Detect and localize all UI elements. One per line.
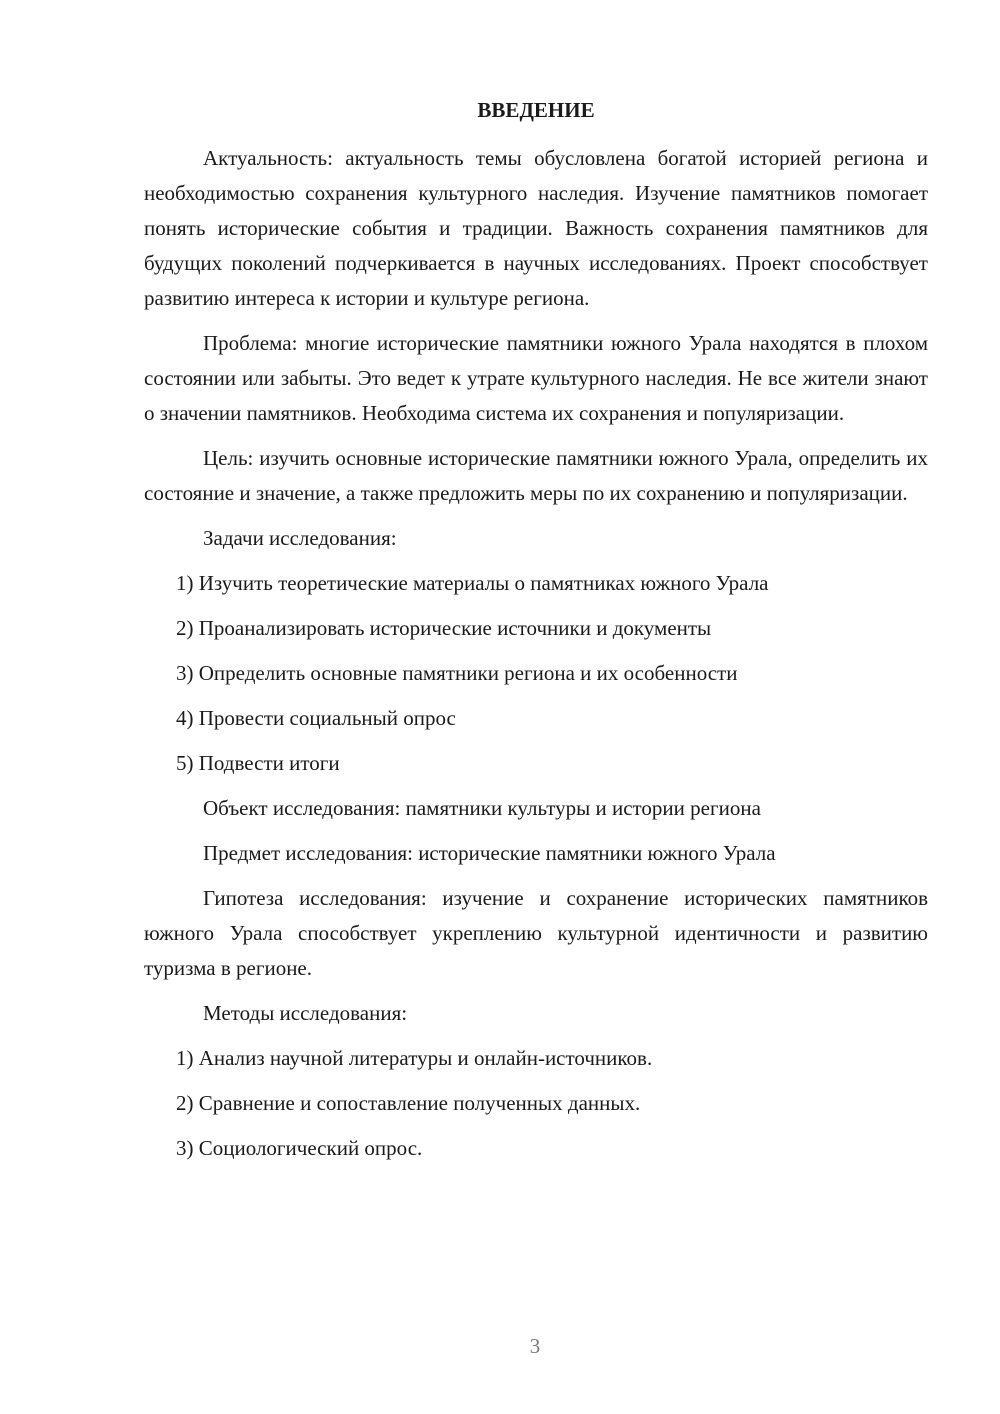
tasks-list bbox=[144, 566, 928, 781]
list-item: 3) Социологический опрос. bbox=[176, 1136, 423, 1160]
methods-heading: Методы исследования: bbox=[203, 1001, 408, 1025]
actuality-paragraph: Актуальность: актуальность темы обусловлена богатой историей региона и необходимостью сохранения культурного наследия. Изучение памятников помогает понять исторические события и традиции. Важность сохранения памятников для будущих поколений подчеркивается в научных исследованиях. Проект способствует развитию интереса к истории и культуре региона. bbox=[144, 146, 928, 310]
document-page bbox=[144, 95, 928, 1176]
page-title: ВВЕДЕНИЕ bbox=[477, 98, 595, 122]
list-item: 1) Анализ научной литературы и онлайн-источников. bbox=[176, 1046, 653, 1070]
goal-paragraph: Цель: изучить основные исторические памятники южного Урала, определить их состояние и значение, а также предложить меры по их сохранению и популяризации. bbox=[144, 446, 928, 505]
methods-list bbox=[144, 1041, 928, 1166]
subject-line: Предмет исследования: исторические памятники южного Урала bbox=[203, 841, 776, 865]
list-item: 4) Провести социальный опрос bbox=[176, 706, 456, 730]
list-item: 1) Изучить теоретические материалы о памятниках южного Урала bbox=[176, 571, 769, 595]
list-item: 2) Сравнение и сопоставление полученных данных. bbox=[176, 1091, 641, 1115]
problem-paragraph: Проблема: многие исторические памятники южного Урала находятся в плохом состоянии или забыты. Это ведет к утрате культурного наследия. Не все жители знают о значении памятников. Необходима система их сохранения и популяризации. bbox=[144, 331, 928, 425]
list-item: 5) Подвести итоги bbox=[176, 751, 340, 775]
list-item: 3) Определить основные памятники региона и их особенности bbox=[176, 661, 738, 685]
page-number: 3 bbox=[529, 1334, 541, 1358]
tasks-heading: Задачи исследования: bbox=[203, 526, 397, 550]
list-item: 2) Проанализировать исторические источники и документы bbox=[176, 616, 712, 640]
object-line: Объект исследования: памятники культуры и истории региона bbox=[203, 796, 761, 820]
hypothesis-paragraph: Гипотеза исследования: изучение и сохранение исторических памятников южного Урала способствует укреплению культурной идентичности и развитию туризма в регионе. bbox=[144, 886, 928, 980]
